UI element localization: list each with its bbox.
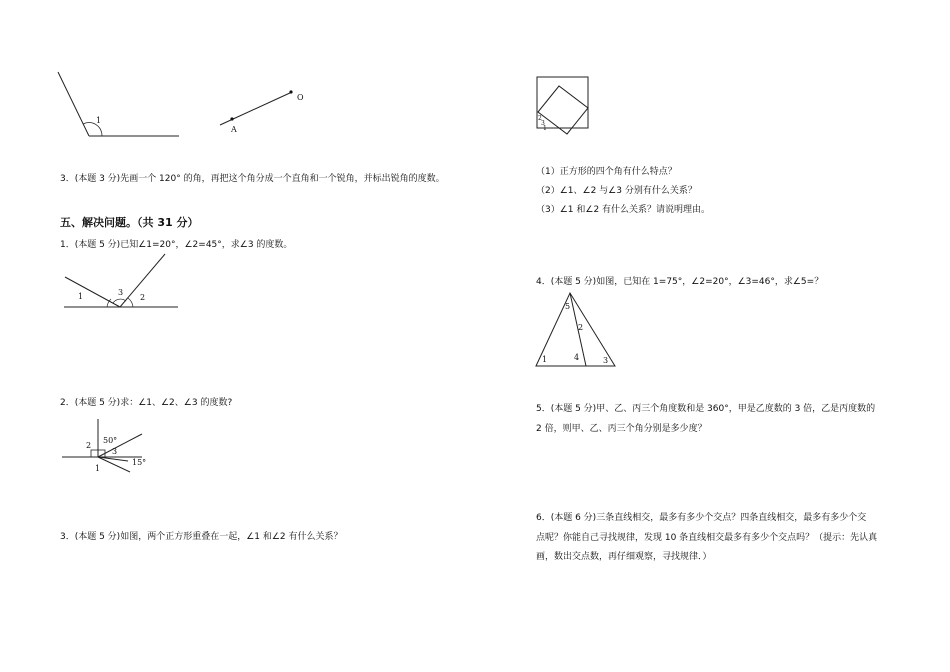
squares-question-2: （2）∠1、∠2 与∠3 分别有什么关系？ xyxy=(536,186,697,196)
problem-6-line-2: 点呢？你能自己寻找规律，发现 10 条直线相交最多有多少个交点吗？（提示：先认真 xyxy=(536,533,878,543)
p4-angle-1-label: 1 xyxy=(542,355,548,364)
point-a-label: A xyxy=(231,125,237,134)
problem-1-text: 1．(本题 5 分)已知∠1=20°，∠2=45°，求∠3 的度数。 xyxy=(60,240,293,250)
p2-angle-2-label: 2 xyxy=(86,441,92,450)
problem-2-figure xyxy=(60,414,170,479)
p4-angle-3-label: 3 xyxy=(603,356,609,365)
p1-angle-1-label: 1 xyxy=(78,292,84,301)
p2-angle-50-label: 50° xyxy=(103,436,118,445)
p2-angle-15-label: 15° xyxy=(132,458,147,467)
problem-2-text: 2．(本题 5 分)求：∠1、∠2、∠3 的度数? xyxy=(60,398,233,408)
p2-angle-1-label: 1 xyxy=(95,464,101,473)
problem-4-text: 4．(本题 5 分)如图，已知在 1=75°，∠2=20°，∠3=46°，求∠5=？ xyxy=(536,277,824,287)
sq-angle-3-label: 3 xyxy=(541,120,545,127)
squares-question-3: （3）∠1 和∠2 有什么关系？请说明理由。 xyxy=(536,205,711,215)
sq-angle-2-label: 2 xyxy=(538,115,542,122)
problem-3-text: 3．(本题 5 分)如图，两个正方形重叠在一起，∠1 和∠2 有什么关系？ xyxy=(60,532,343,542)
angle-1-label: 1 xyxy=(96,116,102,125)
p4-angle-2-label: 2 xyxy=(578,323,584,332)
problem-6-line-3: 画，数出交点数，再仔细观察，寻找规律．） xyxy=(536,552,712,562)
p2-angle-3-label: 3 xyxy=(112,447,118,456)
p4-angle-5-label: 5 xyxy=(565,302,571,311)
ray-ao-figure xyxy=(218,85,318,135)
problem-6-line-1: 6．(本题 6 分)三条直线相交，最多有多少个交点？四条直线相交，最多有多少个交 xyxy=(536,513,867,523)
squares-question-1: （1）正方形的四个角有什么特点？ xyxy=(536,167,677,177)
p1-angle-2-label: 2 xyxy=(140,293,146,302)
p1-angle-3-label: 3 xyxy=(118,288,124,297)
problem-5-line-2: 2 倍，则甲、乙、丙三个角分别是多少度？ xyxy=(536,424,707,434)
question-3-draw-angle: 3．(本题 3 分)先画一个 120° 的角，再把这个角分成一个直角和一个锐角，并标出锐角的度数。 xyxy=(60,174,445,184)
angle-1-figure xyxy=(55,70,185,140)
overlapping-squares-figure xyxy=(536,76,596,136)
problem-4-triangle-figure xyxy=(533,290,623,370)
section-5-title: 五、解决问题。（共 31 分） xyxy=(60,216,199,229)
sq-angle-1-label: 1 xyxy=(543,125,547,132)
problem-5-line-1: 5．(本题 5 分)甲、乙、丙三个角度数和是 360°，甲是乙度数的 3 倍，乙是丙度数的 xyxy=(536,404,876,414)
p4-angle-4-label: 4 xyxy=(574,353,580,362)
point-o-label: O xyxy=(297,93,304,102)
problem-1-figure xyxy=(62,254,187,314)
